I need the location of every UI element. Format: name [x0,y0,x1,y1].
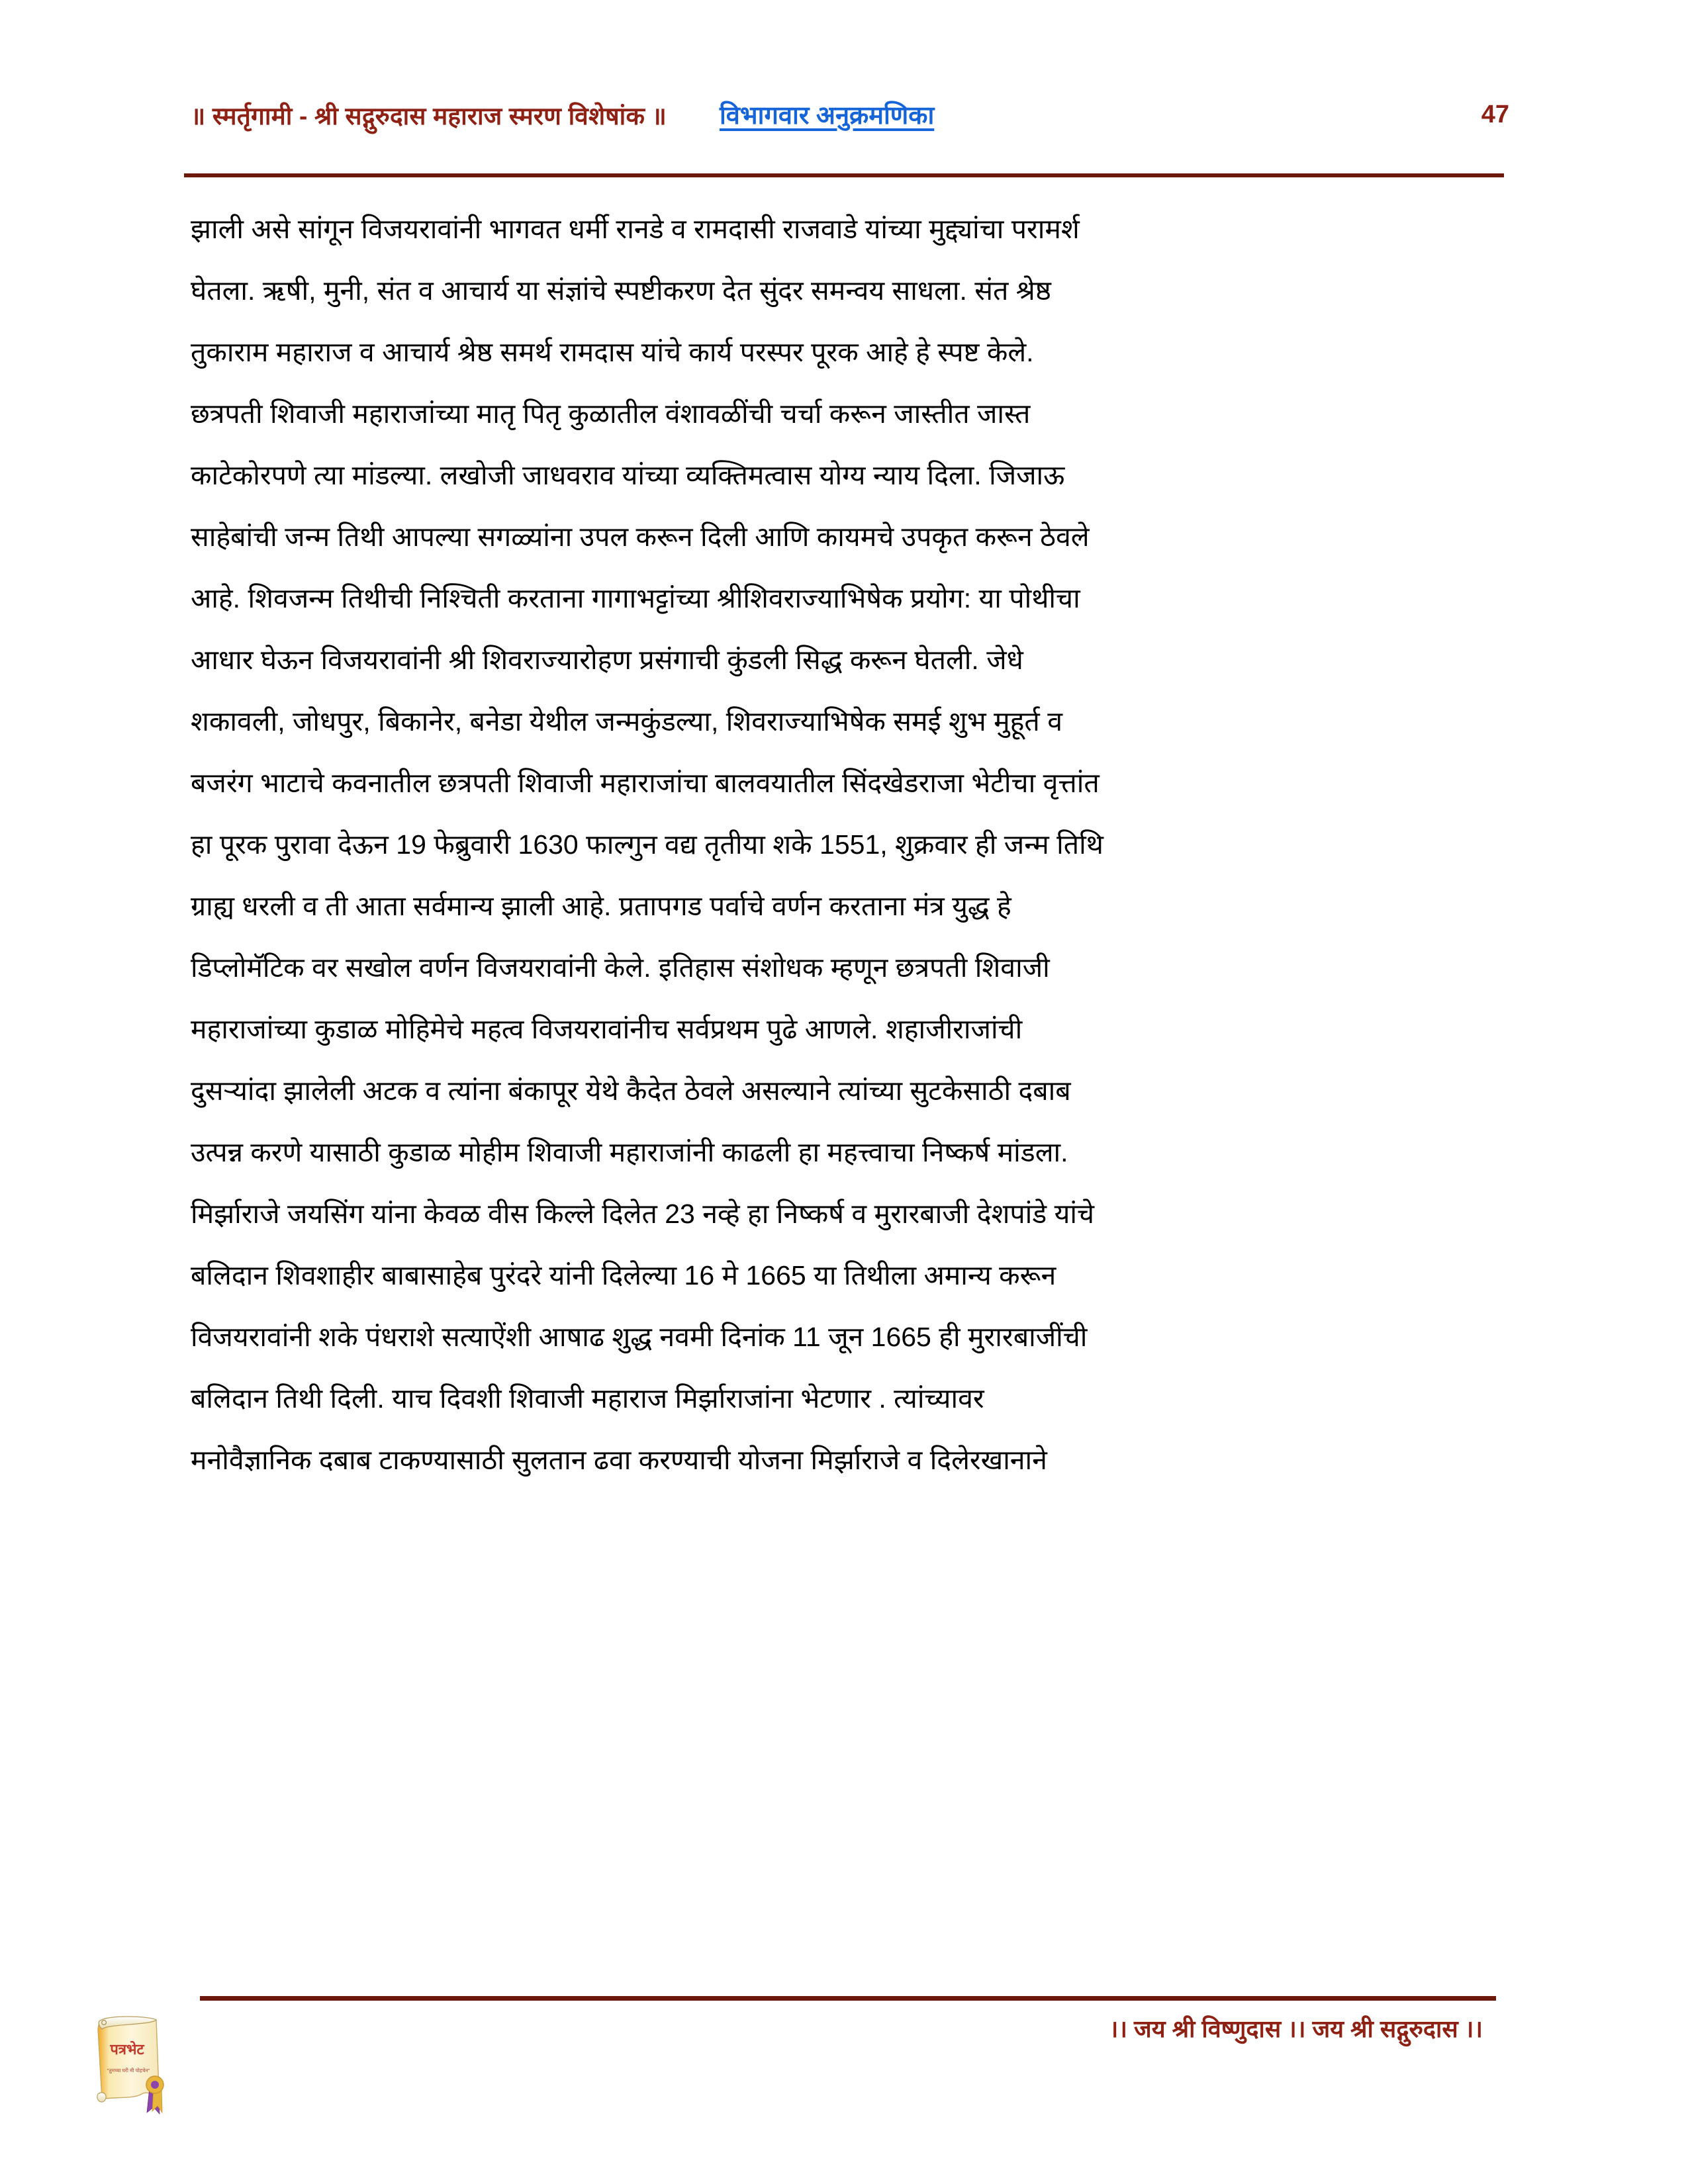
text-line: विजयरावांनी शके पंधराशे सत्याऐंशी आषाढ शुद्ध नवमी दिनांक 11 जून 1665 ही मुरारबाजींची [191,1322,1088,1352]
text-line: बलिदान तिथी दिली. याच दिवशी शिवाजी महाराज मिर्झाराजांना भेटणार . त्यांच्यावर [191,1383,984,1414]
header-divider [184,173,1504,177]
footer-divider [200,1996,1496,2001]
text-line: महाराजांच्या कुडाळ मोहिमेचे महत्व विजयरावांनीच सर्वप्रथम पुढे आणले. शहाजीराजांची [191,1014,1023,1044]
header-title: ॥ स्मर्तृगामी - श्री सद्गुरुदास महाराज स्मरण विशेषांक ॥ [191,102,667,130]
text-line: आधार घेऊन विजयरावांनी श्री शिवराज्यारोहण प्रसंगाची कुंडली सिद्ध करून घेतली. जेधे [191,645,1023,675]
text-line: आहे. शिवजन्म तिथीची निश्चिती करताना गागाभट्टांच्या श्रीशिवराज्याभिषेक प्रयोग: या पोथीचा [191,583,1080,614]
text-line: दुसऱ्यांदा झालेली अटक व त्यांना बंकापूर येथे कैदेत ठेवले असल्याने त्यांच्या सुटकेसाठी दबाब [191,1075,1071,1106]
text-line: घेतला. ऋषी, मुनी, संत व आचार्य या संज्ञांचे स्पष्टीकरण देत सुंदर समन्वय साधला. संत श्रेष्ठ [191,275,1051,306]
text-line: शकावली, जोधपुर, बिकानेर, बनेडा येथील जन्मकुंडल्या, शिवराज्याभिषेक समई शुभ मुहूर्त व [191,706,1062,737]
text-line: काटेकोरपणे त्या मांडल्या. लखोजी जाधवराव यांच्या व्यक्तिमत्वास योग्य न्याय दिला. जिजाऊ [191,460,1065,490]
text-line: हा पूरक पुरावा देऊन 19 फेब्रुवारी 1630 फाल्गुन वद्य तृतीया शके 1551, शुक्रवार ही जन्म तिथि [191,829,1103,860]
text-line: ग्राह्य धरली व ती आता सर्वमान्य झाली आहे. प्रतापगड पर्वाचे वर्णन करताना मंत्र युद्ध हे [191,891,1011,921]
patrabhet-logo [85,2007,168,2123]
text-line: डिप्लोमॅटिक वर सखोल वर्णन विजयरावांनी केले. इतिहास संशोधक म्हणून छत्रपती शिवाजी [191,952,1050,983]
text-line: बजरंग भाटाचे कवनातील छत्रपती शिवाजी महाराजांचा बालवयातील सिंदखेडराजा भेटीचा वृत्तांत [191,768,1100,798]
text-line: छत्रपती शिवाजी महाराजांच्या मातृ पितृ कुळातील वंशावळींची चर्चा करून जास्तीत जास्त [191,398,1031,429]
index-link[interactable]: विभागवार अनुक्रमणिका [719,102,935,130]
text-line: बलिदान शिवशाहीर बाबासाहेब पुरंदरे यांनी दिलेल्या 16 मे 1665 या तिथीला अमान्य करून [191,1260,1056,1291]
page-header [0,91,1688,138]
logo-tagline-text: "तुमच्या घरी मी पोहचेन" [107,2068,150,2073]
text-line: मिर्झाराजे जयसिंग यांना केवळ वीस किल्ले दिलेत 23 नव्हे हा निष्कर्ष व मुरारबाजी देशपांडे यांचे [191,1199,1095,1229]
text-line: तुकाराम महाराज व आचार्य श्रेष्ठ समर्थ रामदास यांचे कार्य परस्पर पूरक आहे हे स्पष्ट केले. [191,337,1034,367]
text-line: झाली असे सांगून विजयरावांनी भागवत धर्मी रानडे व रामदासी राजवाडे यांच्या मुद्द्यांचा परामर्श [191,214,1080,244]
scroll-icon [85,2007,168,2123]
body-text-block [191,199,1503,1491]
text-line: उत्पन्न करणे यासाठी कुडाळ मोहीम शिवाजी महाराजांनी काढली हा महत्त्वाचा निष्कर्ष मांडला. [191,1137,1068,1167]
text-line: मनोवैज्ञानिक दबाब टाकण्यासाठी सुलतान ढवा करण्याची योजना मिर्झाराजे व दिलेरखानाने [191,1445,1047,1475]
page-number: 47 [1481,100,1509,128]
footer-blessing: ।। जय श्री विष्णुदास ।। जय श्री सद्गुरुदास ।। [1109,2015,1483,2042]
logo-title-text: पत्रभेट [110,2041,144,2058]
text-line: साहेबांची जन्म तिथी आपल्या सगळ्यांना उपल करून दिली आणि कायमचे उपकृत करून ठेवले [191,522,1090,552]
